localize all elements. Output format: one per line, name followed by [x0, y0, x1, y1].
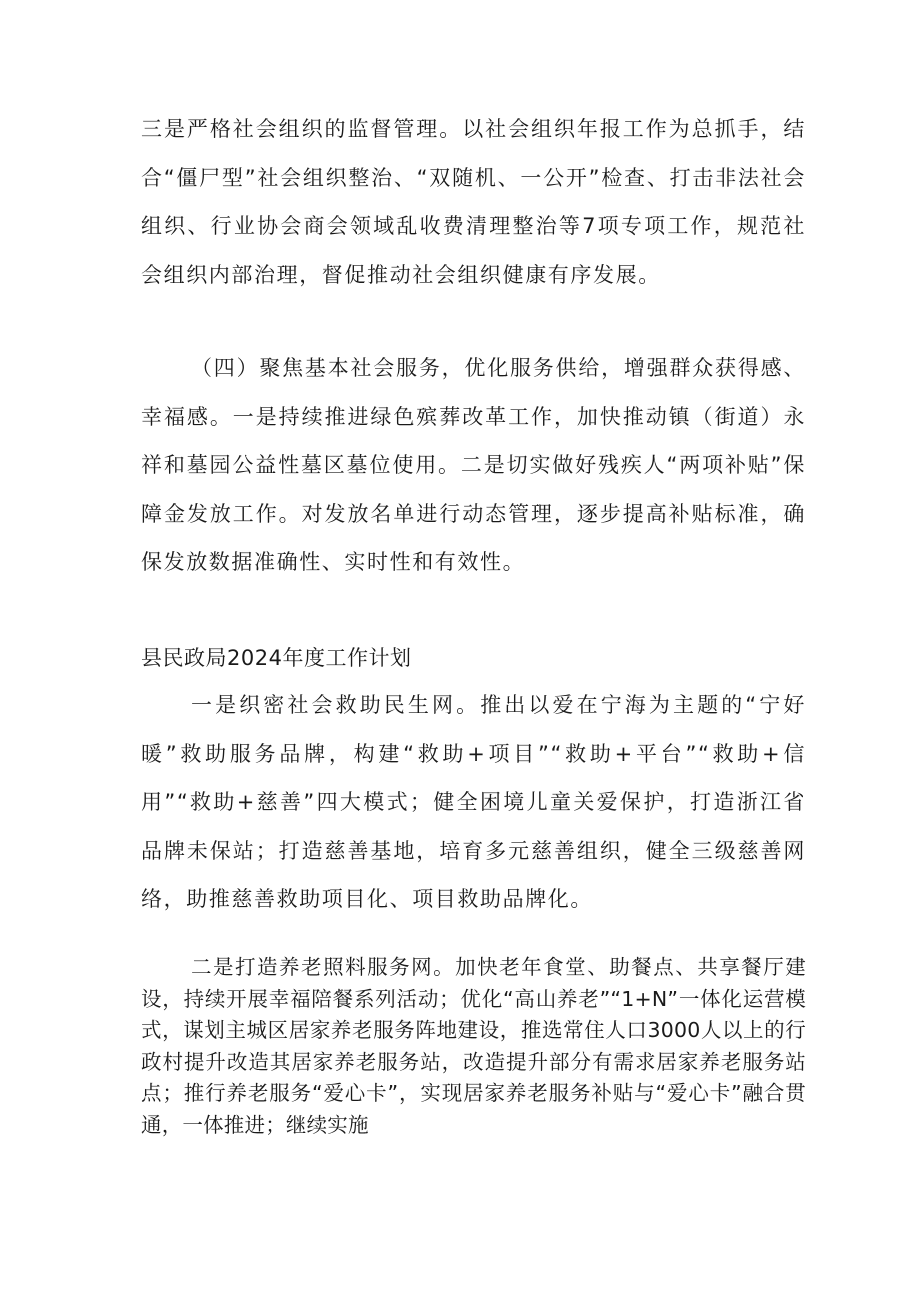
paragraph-social-org-supervision: 三是严格社会组织的监督管理。以社会组织年报工作为总抓手，结合“僵尸型”社会组织整治、“双随机、一公开”检查、打击非法社会组织、行业协会商会领域乱收费清理整治等7项专项工作，规范社会组织内部治理，督促推动社会组织健康有序发展。: [141, 117, 806, 287]
paragraph-social-assistance: 一是织密社会救助民生网。推出以爱在宁海为主题的“宁好暖”救助服务品牌，构建“救助+项目”“救助+平台”“救助+信用”“救助+慈善”四大模式；健全困境儿童关爱保护，打造浙江省品牌未保站；打造慈善基地，培育多元慈善组织，健全三级慈善网络，助推慈善救助项目化、项目救助品牌化。: [141, 693, 806, 911]
paragraph-elderly-care: 二是打造养老照料服务网。加快老年食堂、助餐点、共享餐厅建设，持续开展幸福陪餐系列活动；优化“高山养老”“1+N”一体化运营模式，谋划主城区居家养老服务阵地建设，推选常住人口3000人以上的行政村提升改造其居家养老服务站，改造提升部分有需求居家养老服务站点；推行养老服务“爱心卡”，实现居家养老服务补贴与“爱心卡”融合贯通，一体推进；继续实施: [141, 955, 806, 1137]
section-heading: 县民政局2024年度工作计划: [141, 646, 412, 670]
paragraph-basic-social-services: （四）聚焦基本社会服务，优化服务供给，增强群众获得感、幸福感。一是持续推进绿色殡葬改革工作，加快推动镇（街道）永祥和墓园公益性墓区墓位使用。二是切实做好残疾人“两项补贴”保障金发放工作。对发放名单进行动态管理，逐步提高补贴标准，确保发放数据准确性、实时性和有效性。: [141, 356, 806, 574]
